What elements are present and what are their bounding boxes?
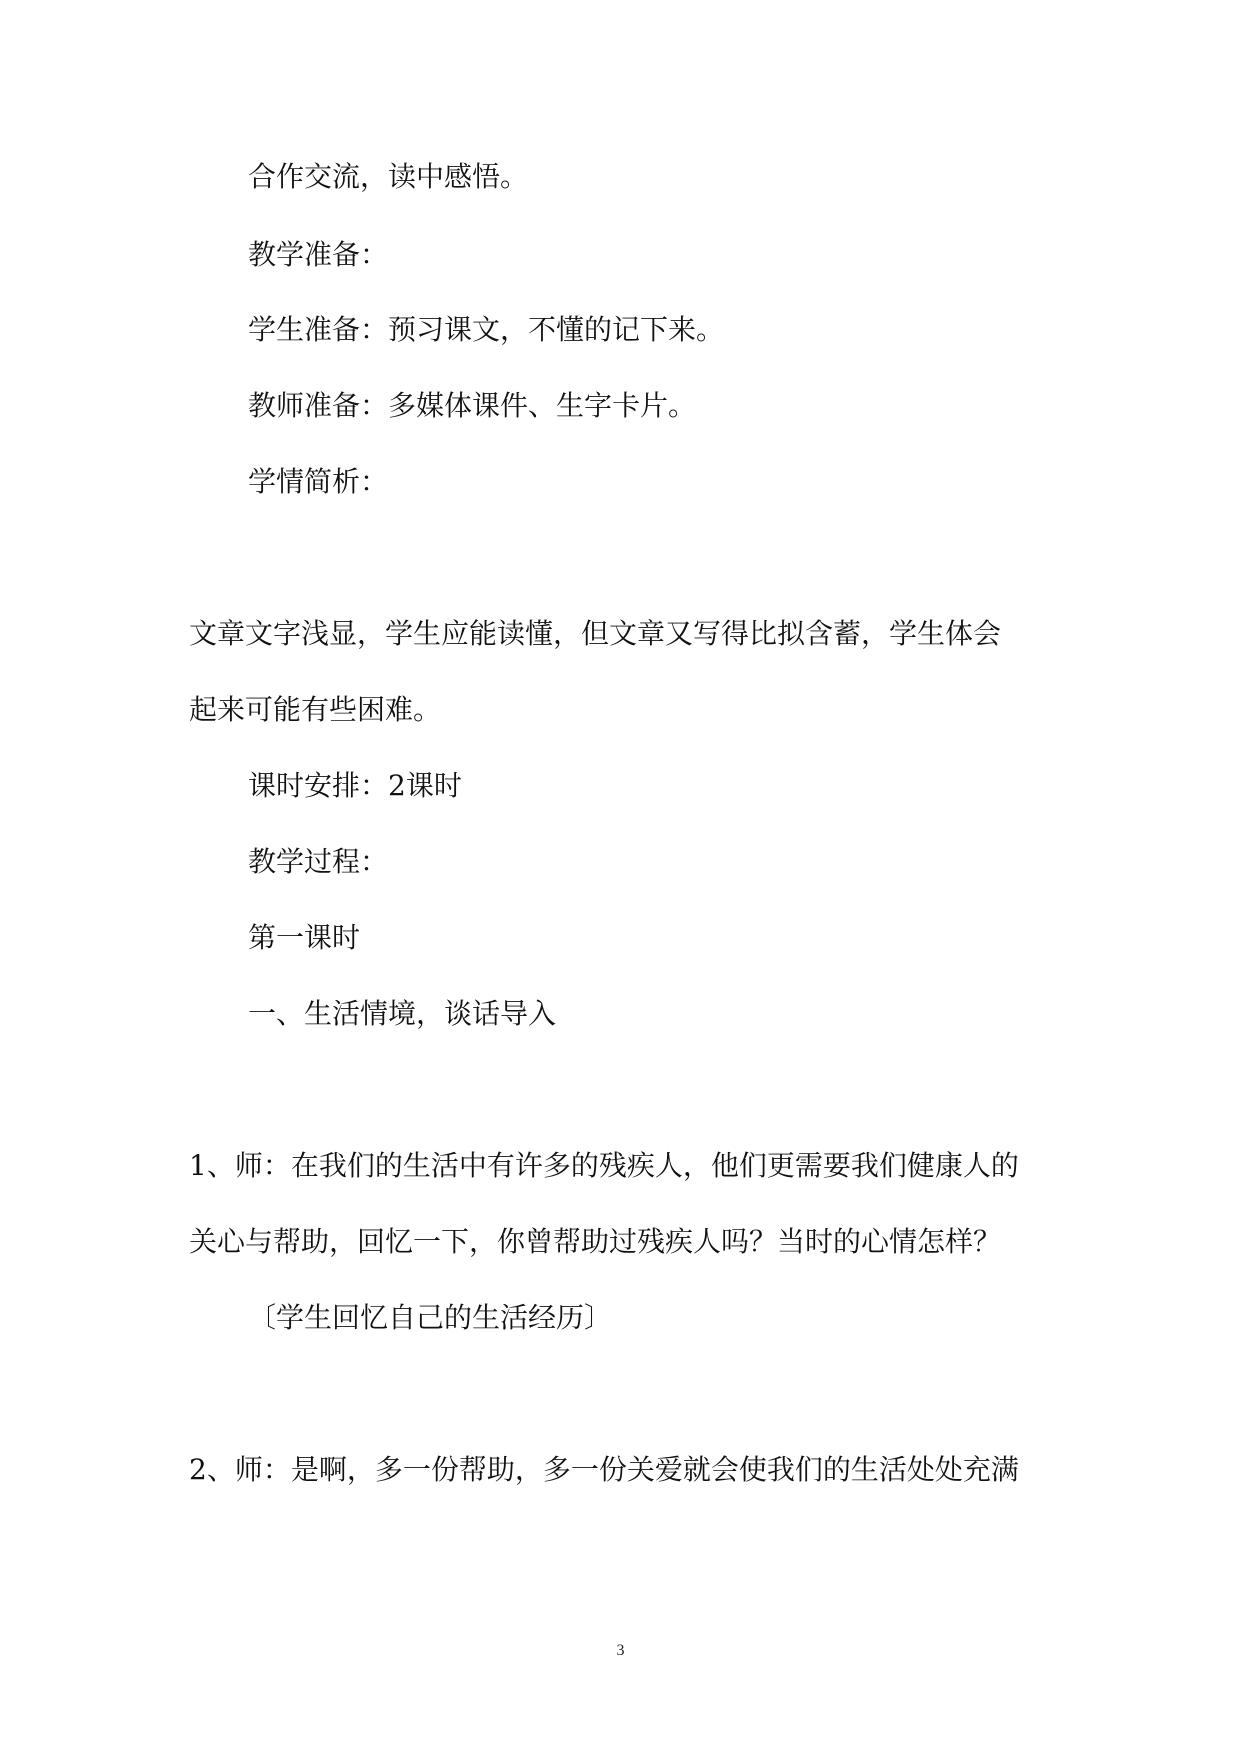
text-line: 学情简析： <box>248 465 389 498</box>
text-line: 第一课时 <box>248 921 361 954</box>
text-line: 合作交流，读中感悟。 <box>248 160 529 193</box>
text-line: 学生准备：预习课文，不懂的记下来。 <box>248 313 725 346</box>
text-line: 教学准备： <box>248 238 389 271</box>
text-line: 2、师：是啊，多一份帮助，多一份关爱就会使我们的生活处处充满 <box>189 1453 1019 1486</box>
text-line: 〔学生回忆自己的生活经历〕 <box>248 1301 613 1334</box>
text-line: 文章文字浅显，学生应能读懂，但文章又写得比拟含蓄，学生体会 <box>189 617 1002 650</box>
text-line: 课时安排：2课时 <box>248 769 462 802</box>
section-heading: 一、生活情境，谈话导入 <box>248 997 557 1030</box>
page-number: 3 <box>616 1642 625 1659</box>
text-line: 教学过程： <box>248 845 389 878</box>
text-line: 1、师：在我们的生活中有许多的残疾人，他们更需要我们健康人的 <box>189 1149 1019 1182</box>
text-line: 起来可能有些困难。 <box>189 693 442 726</box>
text-line: 关心与帮助，回忆一下，你曾帮助过残疾人吗？当时的心情怎样？ <box>189 1225 1002 1258</box>
text-line: 教师准备：多媒体课件、生字卡片。 <box>248 389 697 422</box>
